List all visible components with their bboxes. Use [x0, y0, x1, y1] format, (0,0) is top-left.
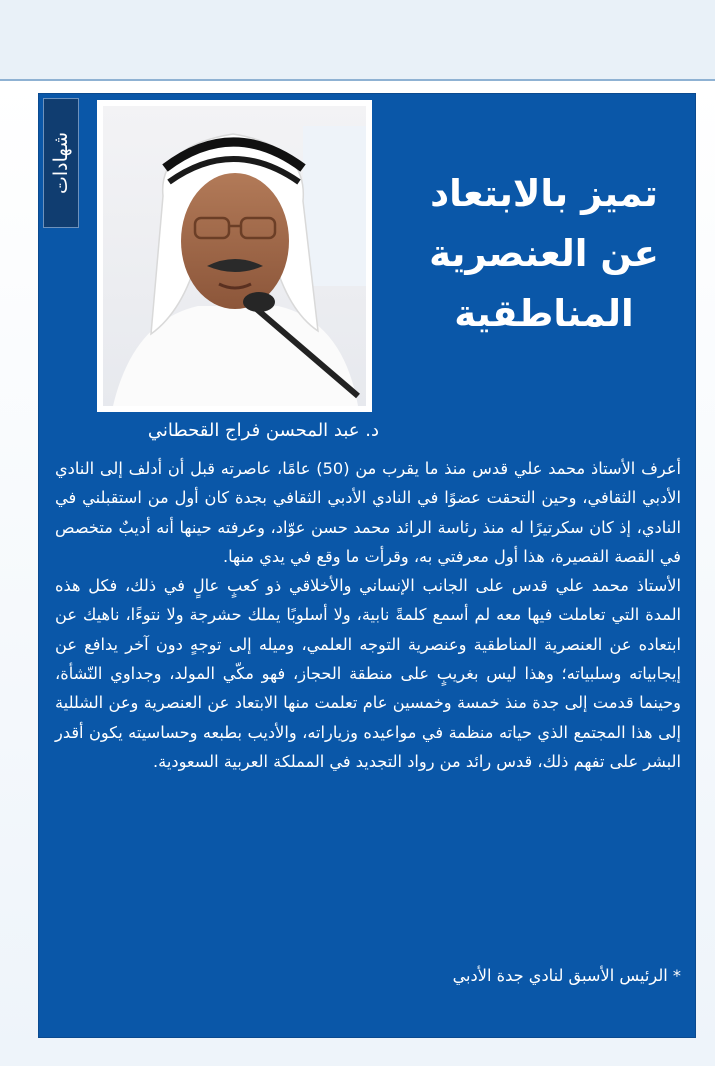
author-photo [97, 100, 372, 412]
headline-line: المناطقية [454, 292, 634, 335]
top-header-band [0, 0, 715, 81]
article-panel [38, 93, 696, 1038]
author-name: د. عبد المحسن فراج القحطاني [147, 420, 379, 441]
portrait-image [103, 106, 366, 406]
headline [399, 164, 689, 344]
article-paragraph: الأستاذ محمد علي قدس على الجانب الإنساني والأخلاقي ذو كعبٍ عالٍ في ذلك، فكل هذه المدة التي تعاملت فيها معه لم أسمع كلمةً نابية، ولا أسلوبًا يملك حشرجة ولا نتوءًا، ناهيك عن ابتعاده عن العنصرية المناطقية وعنصرية التوجه العلمي، وميله إلى توجهٍ دون آخر يدافع عن إيجابياته وسلبياته؛ وهذا ليس بغريبٍ على منطقة الحجاز، فهو مكّي المولد، وجداوي النّشأة، وحينما قدمت إلى جدة منذ خمسة وخمسين عام تعلمت منها الابتعاد عن العنصرية وعن الشللية إلى هذا المجتمع الذي حياته منظمة في مواعيده وزياراته، والأديب بطبعه وحساسيته يكون أقدر البشر على تفهم ذلك، قدس رائد من رواد التجديد في المملكة العربية السعودية. [55, 576, 681, 771]
section-tag-label: شهادات [50, 131, 72, 195]
section-tag [43, 98, 79, 228]
article-body [55, 454, 681, 776]
article-paragraph: أعرف الأستاذ محمد علي قدس منذ ما يقرب من (50) عامًا، عاصرته قبل أن أدلف إلى النادي الأدبي الثقافي، وحين التحقت عضوًا في النادي الأدبي الثقافي بجدة كان أول من استقبلني في النادي، إذ كان سكرتيرًا له منذ رئاسة الرائد محمد حسن عوّاد، وعرفته حينها أنه أديبٌ متخصص في القصة القصيرة، هذا أول معرفتي به، وقرأت ما وقع في يدي منها. [55, 459, 681, 566]
headline-line: عن العنصرية [429, 232, 659, 275]
author-footnote: * الرئيس الأسبق لنادي جدة الأدبي [452, 966, 681, 985]
headline-line: تميز بالابتعاد [430, 172, 658, 215]
